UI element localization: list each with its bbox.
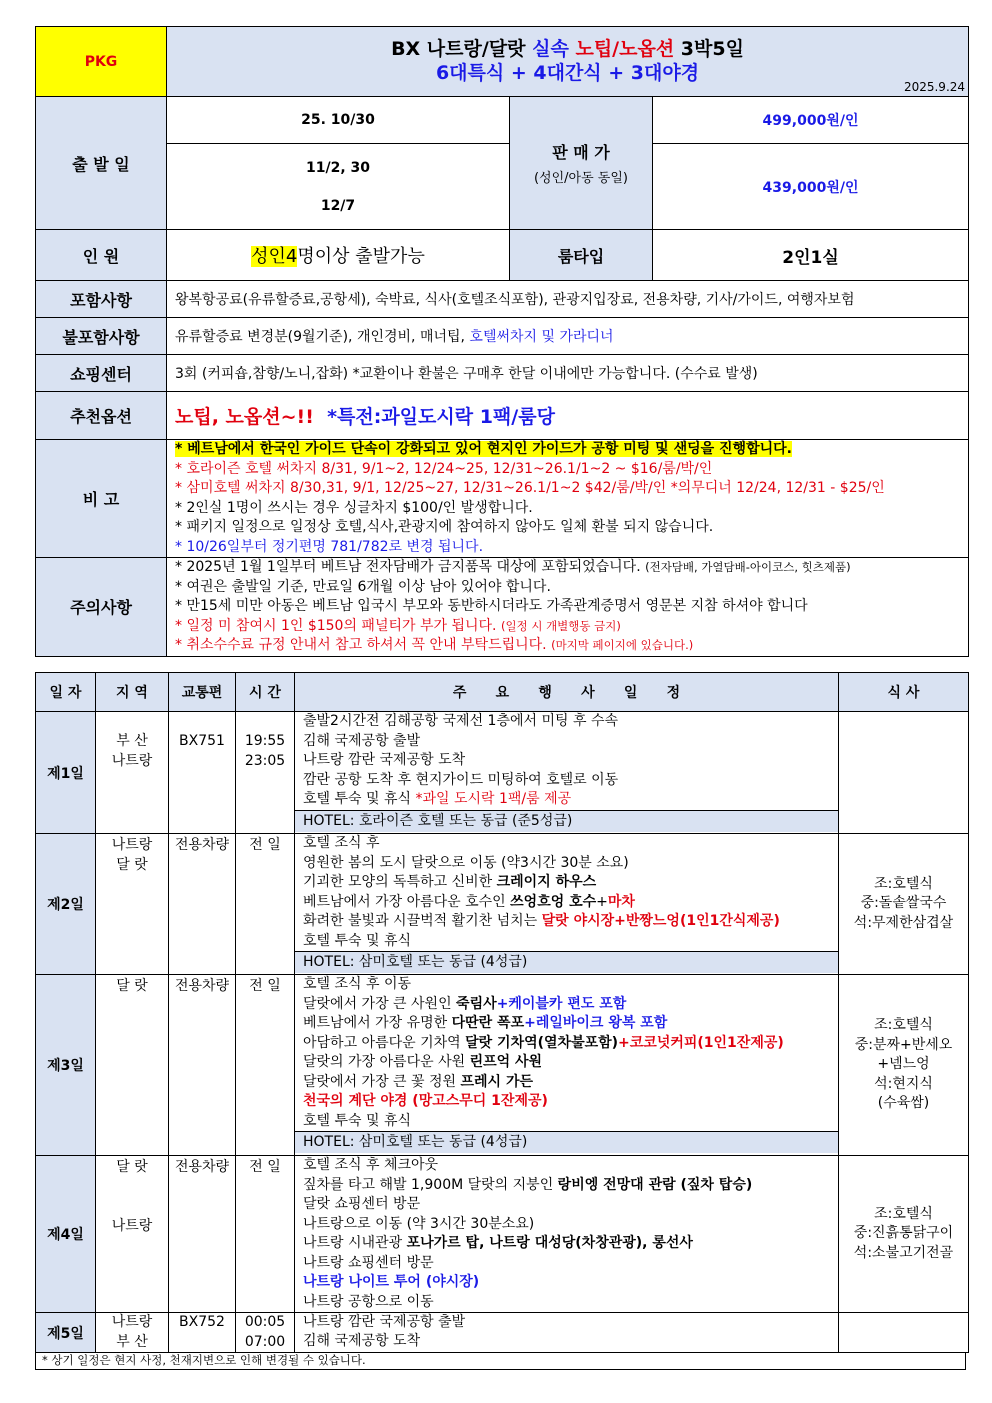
schedule-footnote: * 상기 일정은 현지 사정, 천재지변으로 인해 변경될 수 있습니다.	[35, 1352, 966, 1370]
day4-region: 달 랏 나트랑	[96, 1156, 169, 1313]
departure-date-1: 25. 10/30	[167, 97, 510, 144]
title-line-2: 6대특식 + 4대간식 + 3대야경	[435, 61, 700, 84]
day4-transport: 전용차량	[169, 1156, 236, 1313]
day1-transport: BX751	[169, 712, 236, 834]
shopping-value: 3회 (커피숍,참향/노니,잡화) *교환이나 환불은 구매후 한달 이내에만 가능합니다. (수수료 발생)	[167, 355, 969, 392]
schedule-row-day3	[36, 975, 969, 1156]
people-value: 성인4명이상 출발가능	[167, 230, 510, 281]
room-value: 2인1실	[653, 230, 969, 281]
included-value: 왕복항공료(유류할증료,공항세), 숙박료, 식사(호텔조식포함), 관광지입장료, 전용차량, 기사/가이드, 여행자보험	[167, 281, 969, 318]
remarks-label: 비 고	[36, 440, 167, 558]
day2-hotel: HOTEL: 삼미호텔 또는 동급 (4성급)	[295, 951, 838, 973]
day4-label: 제4일	[36, 1156, 96, 1313]
day5-meal	[839, 1313, 969, 1353]
schedule-row-day2	[36, 834, 969, 975]
day1-hotel: HOTEL: 호라이즌 호텔 또는 동급 (준5성급)	[295, 810, 838, 832]
day2-itinerary: 호텔 조식 후 영원한 봄의 도시 달랏으로 이동 (약3시간 30분 소요) 기괴한 모양의 독특하고 신비한 크레이지 하우스 베트남에서 가장 아름다운 호수인 쓰엉흐엉 호수+마차 화려한 불빛과 시끌벅적 활기찬 넘치는 달랏 야시장+반짱느엉(1인1간식제공) 호텔 투숙 및 휴식 HOTEL: 삼미호텔 또는 동급 (4성급)	[295, 834, 839, 975]
schedule-table	[35, 672, 969, 1353]
day1-label: 제1일	[36, 712, 96, 834]
remarks-value: * 베트남에서 한국인 가이드 단속이 강화되고 있어 현지인 가이드가 공항 미팅 및 샌딩을 진행합니다. * 호라이즌 호텔 써차지 8/31, 9/1~2, 12/24~25, 12/31~26.1/1~2 ~ $16/룸/박/인 * 삼미호텔 써차지 8/30,31, 9/1, 12/25~27, 12/31~26.1/1~2 $42/룸/박/인 *의무디너 12/24, 12/31 - $25/인 * 2인실 1명이 쓰시는 경우 싱글차지 $100/인 발생합니다. * 패키지 일정으로 일정상 호텔,식사,관광지에 참여하지 않아도 일체 환불 되지 않습니다. * 10/26일부터 정기편명 781/782로 변경 됩니다.	[167, 440, 969, 558]
package-title	[167, 27, 969, 97]
day5-label: 제5일	[36, 1313, 96, 1353]
day3-time: 전 일	[236, 975, 295, 1156]
day4-meal: 조:호텔식 중:진흙통닭구이 석:소불고기전골	[839, 1156, 969, 1313]
day5-itinerary: 나트랑 깜란 국제공항 출발 김해 국제공항 도착	[295, 1313, 839, 1353]
price-label: 판 매 가 (성인/아동 동일)	[510, 97, 653, 230]
header-meal: 식 사	[839, 673, 969, 712]
header-time: 시 간	[236, 673, 295, 712]
doc-date: 2025.9.24	[903, 80, 966, 94]
day1-itinerary: 출발2시간전 김해공항 국제선 1층에서 미팅 후 수속 김해 국제공항 출발 나트랑 깜란 국제공항 도착 깜란 공항 도착 후 현지가이드 미팅하여 호텔로 이동 호텔 투숙 및 휴식 *과일 도시락 1팩/룸 제공 HOTEL: 호라이즌 호텔 또는 동급 (준5성급)	[295, 712, 839, 834]
day4-time: 전 일	[236, 1156, 295, 1313]
option-value: 노팁, 노옵션~!! *특전:과일도시락 1팩/룸당	[167, 392, 969, 440]
header-itinerary: 주 요 행 사 일 정	[295, 673, 839, 712]
included-label: 포함사항	[36, 281, 167, 318]
day3-meal: 조:호텔식 중:분짜+반세오 +넴느엉 석:현지식 (수육쌈)	[839, 975, 969, 1156]
departure-date-2: 11/2, 30 12/7	[167, 144, 510, 230]
pkg-badge: PKG	[36, 27, 167, 97]
header-day: 일 자	[36, 673, 96, 712]
day5-region: 나트랑 부 산	[96, 1313, 169, 1353]
room-label: 룸타입	[510, 230, 653, 281]
excluded-value: 유류할증료 변경분(9월기준), 개인경비, 매너팁, 호텔써차지 및 가라디너	[167, 318, 969, 355]
day4-itinerary: 호텔 조식 후 체크아웃 짚차를 타고 해발 1,900M 달랏의 지붕인 랑비엥 전망대 관람 (짚차 탑승) 달랏 쇼핑센터 방문 나트랑으로 이동 (약 3시간 30분소요) 나트랑 시내관광 포나가르 탑, 나트랑 대성당(차창관광), 롱선사 나트랑 쇼핑센터 방문 나트랑 나이트 투어 (야시장) 나트랑 공항으로 이동	[295, 1156, 839, 1313]
day3-region: 달 랏	[96, 975, 169, 1156]
people-label: 인 원	[36, 230, 167, 281]
day1-region: 부 산 나트랑	[96, 712, 169, 834]
schedule-row-day4	[36, 1156, 969, 1313]
price-2: 439,000원/인	[653, 144, 969, 230]
title-line-1: BX 나트랑/달랏 실속 노팁/노옵션 3박5일	[391, 37, 744, 60]
day3-itinerary: 호텔 조식 후 이동 달랏에서 가장 큰 사원인 죽림사+케이블카 편도 포함 베트남에서 가장 유명한 다딴란 폭포+레일바이크 왕복 포함 아담하고 아름다운 기차역 달랏 기차역(열차불포함)+코코넛커피(1인1잔제공) 달랏의 가장 아름다운 사원 린프억 사원 달랏에서 가장 큰 꽃 정원 프레시 가든 천국의 계단 야경 (망고스무디 1잔제공) 호텔 투숙 및 휴식 HOTEL: 삼미호텔 또는 동급 (4성급)	[295, 975, 839, 1156]
departure-label: 출 발 일	[36, 97, 167, 230]
schedule-row-day1	[36, 712, 969, 834]
day5-transport: BX752	[169, 1313, 236, 1353]
schedule-row-day5	[36, 1313, 969, 1353]
day2-transport: 전용차량	[169, 834, 236, 975]
day3-hotel: HOTEL: 삼미호텔 또는 동급 (4성급)	[295, 1131, 838, 1153]
day2-label: 제2일	[36, 834, 96, 975]
header-transport: 교통편	[169, 673, 236, 712]
header-region: 지 역	[96, 673, 169, 712]
day2-time: 전 일	[236, 834, 295, 975]
caution-value: * 2025년 1월 1일부터 베트남 전자담배가 금지품목 대상에 포함되었습니다. (전자담배, 가열담배-아이코스, 힛츠제품) * 여권은 출발일 기준, 만료일 6개월 이상 남아 있어야 합니다. * 만15세 미만 아동은 베트남 입국시 부모와 동반하시더라도 가족관계증명서 영문본 지참 하셔야 합니다 * 일정 미 참여시 1인 $150의 패널티가 부가 됩니다. (일정 시 개별행동 금지) * 취소수수료 규정 안내서 참고 하셔서 꼭 안내 부탁드립니다. (마지막 페이지에 있습니다.)	[167, 558, 969, 657]
day1-time: 19:55 23:05	[236, 712, 295, 834]
day3-label: 제3일	[36, 975, 96, 1156]
price-1: 499,000원/인	[653, 97, 969, 144]
package-info-table	[35, 26, 969, 657]
schedule-header-row	[36, 673, 969, 712]
shopping-label: 쇼핑센터	[36, 355, 167, 392]
day3-transport: 전용차량	[169, 975, 236, 1156]
day2-meal: 조:호텔식 중:돌솥쌀국수 석:무제한삼겹살	[839, 834, 969, 975]
option-label: 추천옵션	[36, 392, 167, 440]
day2-region: 나트랑 달 랏	[96, 834, 169, 975]
day5-time: 00:05 07:00	[236, 1313, 295, 1353]
day1-meal	[839, 712, 969, 834]
excluded-label: 불포함사항	[36, 318, 167, 355]
caution-label: 주의사항	[36, 558, 167, 657]
